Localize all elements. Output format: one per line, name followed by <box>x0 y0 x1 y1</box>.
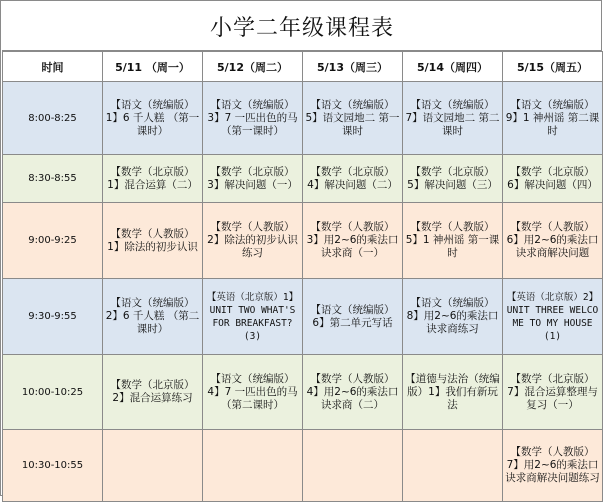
class-cell: 【语文（统编版）3】7 一匹出色的马（第一课时） <box>203 82 303 155</box>
table-row <box>3 279 603 355</box>
class-cell: 【数学（人教版）2】除法的初步认识练习 <box>203 203 303 279</box>
class-cell: 【数学（人教版）5】1 神州谣 第一课时 <box>403 203 503 279</box>
class-cell: 【数学（人教版）4】用2~6的乘法口诀求商（二） <box>303 355 403 430</box>
table-row <box>3 203 603 279</box>
time-slot: 8:00-8:25 <box>3 82 103 155</box>
time-slot: 9:00-9:25 <box>3 203 103 279</box>
schedule-table <box>2 51 603 502</box>
header-day-wed: 5/13（周三） <box>303 52 403 82</box>
time-slot: 10:30-10:55 <box>3 430 103 502</box>
class-cell: 【语文（统编版）1】6 千人糕 （第一课时） <box>103 82 203 155</box>
class-cell: 【数学（北京版）7】混合运算整理与复习（一） <box>503 355 603 430</box>
class-cell: 【语文（统编版）6】第二单元写话 <box>303 279 403 355</box>
class-cell: 【数学（北京版）1】混合运算（二） <box>103 155 203 203</box>
class-cell: 【数学（人教版）3】用2~6的乘法口诀求商（一） <box>303 203 403 279</box>
class-cell: 【数学（人教版）7】用2~6的乘法口诀求商解决问题练习 <box>503 430 603 502</box>
class-cell: 【数学（人教版）6】用2~6的乘法口诀求商解决问题 <box>503 203 603 279</box>
time-slot: 8:30-8:55 <box>3 155 103 203</box>
class-cell: 【语文（统编版）2】6 千人糕 （第二课时） <box>103 279 203 355</box>
class-cell: 【英语（北京版）2】UNIT THREE WELCOME TO MY HOUSE(1) <box>503 279 603 355</box>
class-cell: 【数学（北京版）5】解决问题（三） <box>403 155 503 203</box>
time-slot: 9:30-9:55 <box>3 279 103 355</box>
class-cell: 【数学（北京版）4】解决问题（二） <box>303 155 403 203</box>
class-cell <box>403 430 503 502</box>
header-time: 时间 <box>3 52 103 82</box>
header-row <box>3 52 603 82</box>
class-cell: 【数学（北京版）6】解决问题（四） <box>503 155 603 203</box>
class-cell: 【语文（统编版）5】语文园地二 第一课时 <box>303 82 403 155</box>
class-cell: 【数学（北京版）2】混合运算练习 <box>103 355 203 430</box>
header-day-fri: 5/15（周五） <box>503 52 603 82</box>
table-row <box>3 82 603 155</box>
class-cell: 【语文（统编版）7】语文园地二 第二课时 <box>403 82 503 155</box>
page-title: 小学二年级课程表 <box>2 2 602 51</box>
class-cell <box>203 430 303 502</box>
header-day-mon: 5/11 （周一） <box>103 52 203 82</box>
class-cell <box>103 430 203 502</box>
table-row <box>3 430 603 502</box>
class-cell: 【道德与法治（统编版）1】我们有新玩法 <box>403 355 503 430</box>
class-cell: 【数学（北京版）3】解决问题（一） <box>203 155 303 203</box>
time-slot: 10:00-10:25 <box>3 355 103 430</box>
class-cell: 【语文（统编版）9】1 神州谣 第二课时 <box>503 82 603 155</box>
table-row <box>3 355 603 430</box>
table-row <box>3 155 603 203</box>
class-cell: 【数学（人教版）1】除法的初步认识 <box>103 203 203 279</box>
class-cell: 【语文（统编版）8】用2~6的乘法口诀求商练习 <box>403 279 503 355</box>
class-cell: 【语文（统编版）4】7 一匹出色的马（第二课时） <box>203 355 303 430</box>
header-day-tue: 5/12（周二） <box>203 52 303 82</box>
class-cell <box>303 430 403 502</box>
class-cell: 【英语（北京版）1】UNIT TWO WHAT'S FOR BREAKFAST?(3) <box>203 279 303 355</box>
header-day-thu: 5/14（周四） <box>403 52 503 82</box>
